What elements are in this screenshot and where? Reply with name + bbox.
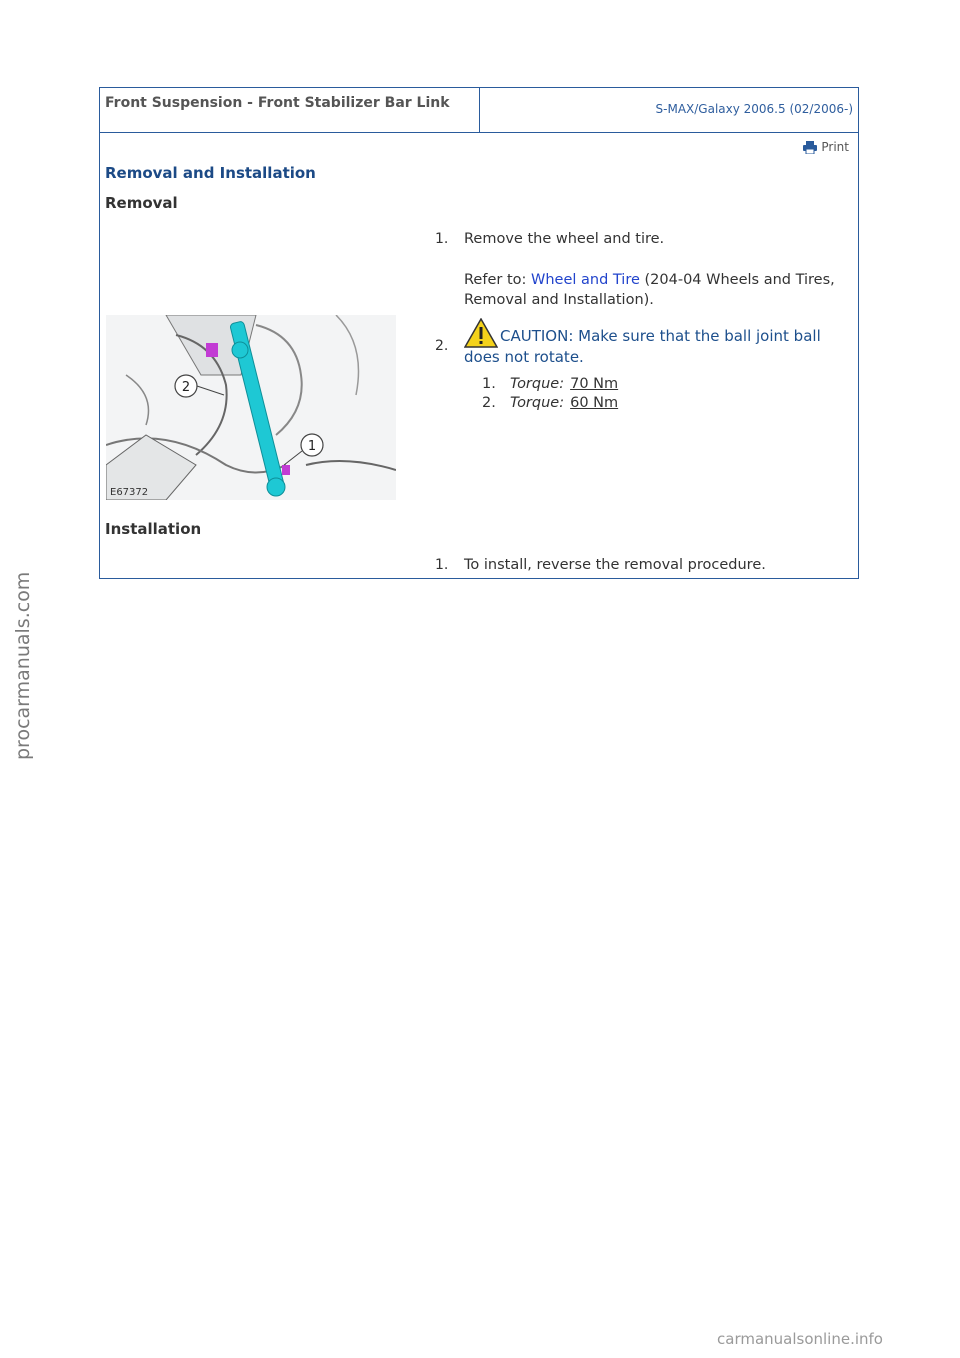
stabilizer-link-illustration <box>106 315 396 500</box>
torque-item-number: 1. <box>482 376 496 392</box>
header-divider <box>479 88 480 132</box>
warning-icon <box>464 318 498 348</box>
page-title: Front Suspension - Front Stabilizer Bar Link <box>105 95 450 111</box>
removal-step-1-text: Remove the wheel and tire. <box>464 231 665 247</box>
figure-id: E67372 <box>110 487 149 498</box>
refer-note <box>464 270 844 310</box>
torque-list <box>482 375 618 413</box>
section-title: Removal and Installation <box>105 164 316 182</box>
removal-step-2-number: 2. <box>435 338 449 354</box>
footer-watermark: carmanualsonline.info <box>717 1330 883 1348</box>
caution-note <box>464 326 844 368</box>
callout-1: 1 <box>307 439 317 454</box>
wheel-and-tire-link[interactable]: Wheel and Tire <box>531 272 640 288</box>
print-label: Print <box>821 140 849 154</box>
torque-item <box>482 375 618 394</box>
model-label: S-MAX/Galaxy 2006.5 (02/2006-) <box>655 102 853 116</box>
installation-step-1-text: To install, reverse the removal procedure. <box>464 557 766 573</box>
callout-2: 2 <box>181 380 191 395</box>
installation-step-1-number: 1. <box>435 557 449 573</box>
installation-heading: Installation <box>105 520 202 538</box>
refer-prefix: Refer to: <box>464 272 531 288</box>
printer-icon <box>803 141 817 154</box>
torque-item-label: Torque: <box>510 395 565 411</box>
torque-item-number: 2. <box>482 395 496 411</box>
refer-suffix: (204-04 Wheels and Tires, Removal and Installation). <box>464 272 835 308</box>
suspension-drawing <box>106 315 396 500</box>
torque-item-value: 60 Nm <box>570 395 619 411</box>
print-button[interactable] <box>803 140 849 154</box>
removal-step-1-number: 1. <box>435 231 449 247</box>
torque-item-label: Torque: <box>510 376 565 392</box>
header-bar <box>100 88 858 133</box>
torque-item <box>482 394 618 413</box>
side-watermark: procarmanuals.com <box>12 571 34 760</box>
torque-item-value: 70 Nm <box>570 376 619 392</box>
caution-text: CAUTION: Make sure that the ball joint ball does not rotate. <box>464 327 821 366</box>
procedure-frame <box>99 87 859 579</box>
removal-heading: Removal <box>105 194 178 212</box>
